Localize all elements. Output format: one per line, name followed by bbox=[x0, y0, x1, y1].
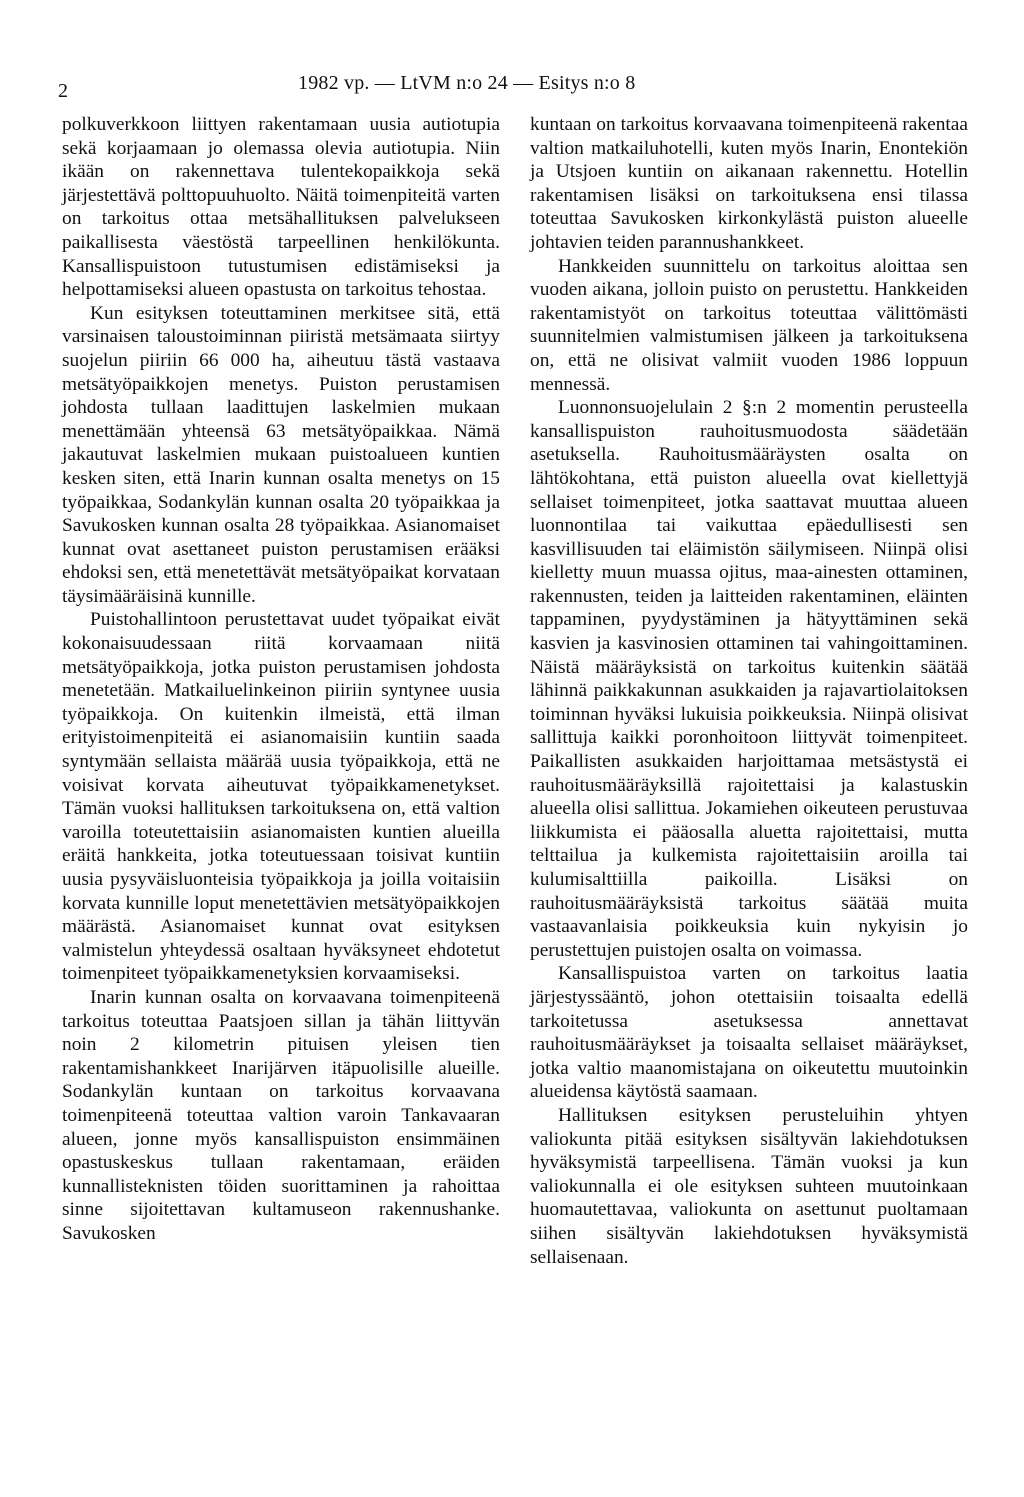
paragraph: kuntaan on tarkoitus korvaavana toimenpiteenä rakentaa valtion matkailuhotelli, kuten myös Inarin, Enontekiön ja Utsjoen kuntiin on aikanaan rakennettu. Hotellin rakentamisen lisäksi on tarkoituksena ensi tilassa toteuttaa Savukosken kirkonkylästä puiston alueelle johtavien teiden parannushankkeet. bbox=[530, 114, 968, 253]
paragraph: Kansallispuistoa varten on tarkoitus laatia järjestyssääntö, johon otettaisiin toisaalta edellä tarkoitetussa asetuksessa annettavat rauhoitusmääräykset ja toisaalta sellaiset määräykset, jotka valtio maanomistajana on oikeutettu muutoinkin alueidensa käytöstä saamaan. bbox=[530, 963, 968, 1103]
paragraph: Puistohallintoon perustettavat uudet työpaikat eivät kokonaisuudessaan riitä korvaamaan niitä metsätyöpaikkoja, jotka puiston perustamisen johdosta menetetään. Matkailuelinkeinon piiriin syntynee uusia työpaikkoja. On kuitenkin ilmeistä, että ilman erityistoimenpiteitä ei asianomaisiin kuntiin saada syntymään sellaista määrää uusia työpaikkoja, että ne voisivat korvata aiheutuvat työpaikkamenetykset. Tämän vuoksi hallituksen tarkoituksena on, että valtion varoilla toteutettaisiin asianomaisten kuntien alueilla eräitä hankkeita, jotka toteutuessaan toisivat kuntiin uusia pysyväisluonteisia työpaikkoja ja joilla voitaisiin korvata kunnille loput menetettävien metsätyöpaikkojen määrästä. Asianomaiset kunnat ovat esityksen valmistelun yhteydessä osaltaan hyväksyneet ehdotetut toimenpiteet työpaikkamenetyksien korvaamiseksi. bbox=[62, 609, 500, 985]
paragraph: polkuverkkoon liittyen rakentamaan uusia autiotupia sekä korjaamaan jo olemassa olevia autiotupia. Niin ikään on rakennettava tulentekopaikkoja sekä järjestettävä polttopuuhuolto. Näitä toimenpiteitä varten on tarkoitus ottaa metsähallituksen palvelukseen paikallisesta väestöstä tarpeellinen henkilökunta. Kansallispuistoon tutustumisen edistämiseksi ja helpottamiseksi alueen opastusta on tarkoitus tehostaa. bbox=[62, 114, 500, 301]
right-column bbox=[530, 113, 968, 1269]
paragraph: Inarin kunnan osalta on korvaavana toimenpiteenä tarkoitus toteuttaa Paatsjoen sillan ja tähän liittyvän noin 2 kilometrin pituisen yleisen tien rakentamishankkeet Inarijärven itäpuolisille alueille. Sodankylän kuntaan on tarkoitus korvaavana toimenpiteenä toteuttaa valtion varoin Tankavaaran alueen, jonne myös kansallispuiston ensimmäinen opastuskeskus tullaan rakentamaan, eräiden kunnallisteknisten töiden suorittaminen ja rahoittaa sinne sijoitettavan kultamuseon rakennushanke. Savukosken bbox=[62, 986, 500, 1244]
running-header: 1982 vp. — LtVM n:o 24 — Esitys n:o 8 bbox=[298, 72, 636, 94]
paragraph: Kun esityksen toteuttaminen merkitsee sitä, että varsinaisen taloustoiminnan piiristä metsämaata siirtyy suojelun piiriin 66 000 ha, aiheutuu tästä vastaava metsätyöpaikkojen menetys. Puiston perustamisen johdosta tullaan laadittujen laskelmien mukaan menettämään yhteensä 63 metsätyöpaikkaa. Nämä jakautuvat laskelmien mukaan puistoalueen kuntien kesken siten, että Inarin kunnan osalta menetys on 15 työpaikkaa, Sodankylän kunnan osalta 20 työpaikkaa ja Savukosken kunnan osalta 28 työpaikkaa. Asianomaiset kunnat ovat asettaneet puiston perustamisen erääksi ehdoksi sen, että menetettävät metsätyöpaikat korvataan täysimääräisinä kunnille. bbox=[62, 302, 500, 607]
left-column bbox=[62, 113, 500, 1246]
page-number: 2 bbox=[58, 80, 68, 102]
paragraph: Luonnonsuojelulain 2 §:n 2 momentin perusteella kansallispuiston rauhoitusmuodosta säädetään asetuksella. Rauhoitusmääräysten osalta on lähtökohtana, että puiston alueella ovat kiellettyjä sellaiset toimenpiteet, jotka saattavat muuttaa alueen luonnontilaa tai vaikuttaa epäedullisesti sen kasvillisuuden tai eläimistön säilymiseen. Niinpä olisi kielletty muun muassa ojitus, maa-ainesten ottaminen, rakennusten, teiden ja laitteiden rakentaminen, eläinten tappaminen, pyydystäminen ja hätyyttäminen sekä kasvien ja kasvinosien ottaminen tai vahingoittaminen. Näistä määräyksistä on tarkoitus kuitenkin säätää lähinnä paikkakunnan asukkaiden ja rajavartiolaitoksen toiminnan hyväksi lukuisia poikkeuksia. Niinpä olisivat sallittuja kaikki poronhoitoon liittyvät toimenpiteet. Paikallisten asukkaiden harjoittamaa metsästystä ei rauhoitusmääräyksillä rajoitettaisi ja kalastuskin alueella olisi sallittua. Jokamiehen oikeuteen perustuvaa liikkumista ei pääosalla aluetta rajoitettaisi, mutta telttailua ja kulkemista rajoitettaisiin aroilla tai kulumisalttiilla paikoilla. Lisäksi on rauhoitusmääräyksistä tarkoitus säätää muita vastaavanlaisia poikkeuksia kuin nykyisin jo perustettujen puistojen osalta on voimassa. bbox=[530, 397, 968, 961]
paragraph: Hallituksen esityksen perusteluihin yhtyen valiokunta pitää esityksen sisältyvän lakiehdotuksen hyväksymistä tarpeellisena. Tämän vuoksi ja kun valiokunnalla ei ole esityksen suhteen muutoinkaan huomautettavaa, valiokunta on asettunut puoltamaan siihen sisältyvän lakiehdotuksen hyväksymistä sellaisenaan. bbox=[530, 1104, 968, 1268]
paragraph: Hankkeiden suunnittelu on tarkoitus aloittaa sen vuoden aikana, jolloin puisto on perustettu. Hankkeiden rakentamistyöt on tarkoitus toteuttaa välittömästi suunnitelmien valmistumisen jälkeen ja tarkoituksena on, että ne olisivat valmiit vuoden 1986 loppuun mennessä. bbox=[530, 255, 968, 395]
